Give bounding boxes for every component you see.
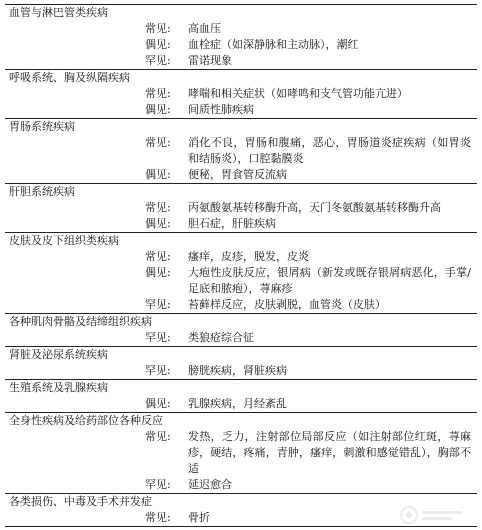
frequency-row bbox=[5, 86, 477, 102]
frequency-row bbox=[5, 396, 477, 412]
reaction-text: 雷诺现象 bbox=[188, 54, 232, 67]
frequency-label: 常见: bbox=[145, 136, 171, 149]
category-title: 各类损伤、中毒及手术并发症 bbox=[9, 495, 152, 508]
reaction-text: 高血压 bbox=[188, 22, 221, 35]
disease-category-section bbox=[5, 4, 477, 70]
frequency-row bbox=[5, 216, 477, 232]
frequency-row bbox=[5, 249, 477, 265]
disease-category-section bbox=[5, 233, 477, 314]
category-title: 胃肠系统疾病 bbox=[9, 120, 75, 133]
frequency-row bbox=[5, 102, 477, 118]
frequency-row bbox=[5, 265, 477, 297]
reaction-text: 胆石症，肝脏疾病 bbox=[188, 217, 276, 230]
frequency-label: 偶见: bbox=[145, 266, 171, 279]
reaction-text: 乳腺疾病，月经紊乱 bbox=[188, 397, 287, 410]
reaction-text: 哮喘和相关症状（如哮鸣和支气管功能亢进） bbox=[188, 87, 408, 100]
reaction-text: 丙氨酸氨基转移酶升高，天门冬氨酸氨基转移酶升高 bbox=[188, 201, 441, 214]
disease-category-section bbox=[5, 184, 477, 233]
disease-category-section bbox=[5, 314, 477, 347]
reaction-text: 大疱性皮肤反应，银屑病（新发或既存银屑病恶化，手掌/足底和脓疱），荨麻疹 bbox=[188, 266, 471, 295]
frequency-label: 罕见: bbox=[145, 478, 171, 491]
frequency-row bbox=[5, 37, 477, 53]
category-title: 肾脏及泌尿系统疾病 bbox=[9, 348, 108, 361]
disease-category-section bbox=[5, 347, 477, 380]
frequency-row bbox=[5, 53, 477, 69]
reaction-text: 类狼疮综合征 bbox=[188, 331, 254, 344]
disease-category-section bbox=[5, 413, 477, 494]
frequency-row bbox=[5, 429, 477, 477]
reaction-text: 血栓症（如深静脉和主动脉），潮红 bbox=[188, 38, 359, 51]
frequency-label: 罕见: bbox=[145, 364, 171, 377]
frequency-label: 罕见: bbox=[145, 298, 171, 311]
reaction-text: 膀胱疾病，肾脏疾病 bbox=[188, 364, 287, 377]
reaction-text: 瘙痒，皮疹，脱发，皮炎 bbox=[188, 250, 309, 263]
disease-category-section bbox=[5, 70, 477, 119]
frequency-row bbox=[5, 297, 477, 313]
reaction-text: 便秘，胃食管反流病 bbox=[188, 168, 287, 181]
frequency-label: 常见: bbox=[145, 201, 171, 214]
watermark-logo-icon bbox=[398, 504, 468, 526]
reaction-text: 苔藓样反应，皮肤剥脱，血管炎（皮肤） bbox=[188, 298, 386, 311]
category-title: 呼吸系统、胸及纵隔疾病 bbox=[9, 71, 130, 84]
adverse-reaction-table bbox=[5, 4, 477, 527]
frequency-label: 常见: bbox=[145, 511, 171, 524]
frequency-row bbox=[5, 167, 477, 183]
frequency-label: 常见: bbox=[145, 87, 171, 100]
frequency-row bbox=[5, 135, 477, 167]
frequency-row bbox=[5, 477, 477, 493]
frequency-row bbox=[5, 200, 477, 216]
frequency-label: 偶见: bbox=[145, 168, 171, 181]
category-title: 全身性疾病及给药部位各种反应 bbox=[9, 414, 163, 427]
category-title: 肝胆系统疾病 bbox=[9, 185, 75, 198]
reaction-text: 间质性肺疾病 bbox=[188, 103, 254, 116]
reaction-text: 发热，乏力，注射部位局部反应（如注射部位红斑，荨麻疹，硬结，疼痛，青肿，瘙痒，刺激和感觉错乱），胸部不适 bbox=[188, 430, 471, 475]
frequency-row bbox=[5, 330, 477, 346]
disease-category-section bbox=[5, 380, 477, 413]
frequency-label: 偶见: bbox=[145, 217, 171, 230]
category-title: 生殖系统及乳腺疾病 bbox=[9, 381, 108, 394]
category-title: 各种肌肉骨骼及结缔组织疾病 bbox=[9, 315, 152, 328]
frequency-label: 罕见: bbox=[145, 331, 171, 344]
category-title: 皮肤及皮下组织类疾病 bbox=[9, 234, 119, 247]
disease-category-section bbox=[5, 119, 477, 184]
reaction-text: 消化不良，胃肠和腹痛，恶心，胃肠道炎症疾病（如胃炎和结肠炎），口腔黏膜炎 bbox=[188, 136, 471, 165]
frequency-row bbox=[5, 21, 477, 37]
frequency-label: 罕见: bbox=[145, 54, 171, 67]
frequency-label: 偶见: bbox=[145, 103, 171, 116]
frequency-label: 常见: bbox=[145, 430, 171, 443]
reaction-text: 延迟愈合 bbox=[188, 478, 232, 491]
frequency-label: 偶见: bbox=[145, 397, 171, 410]
frequency-label: 常见: bbox=[145, 22, 171, 35]
frequency-row bbox=[5, 363, 477, 379]
reaction-text: 骨折 bbox=[188, 511, 210, 524]
frequency-label: 偶见: bbox=[145, 38, 171, 51]
category-title: 血管与淋巴管类疾病 bbox=[9, 6, 108, 19]
frequency-label: 常见: bbox=[145, 250, 171, 263]
